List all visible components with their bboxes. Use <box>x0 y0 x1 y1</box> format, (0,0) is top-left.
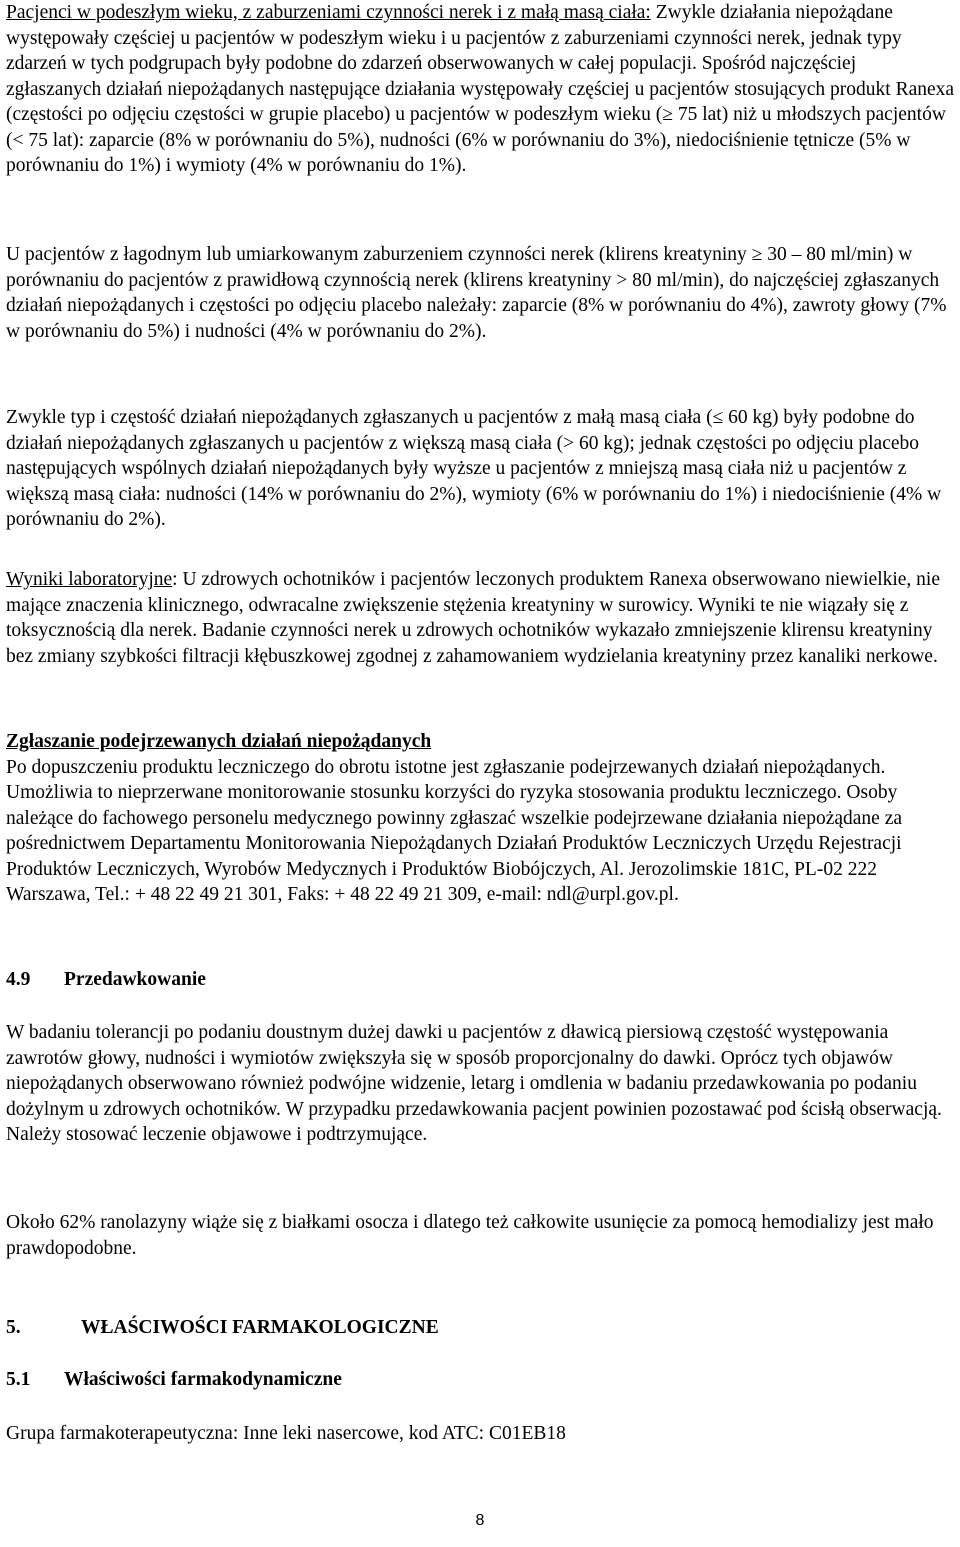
special-populations-text: Zwykle działania niepożądane występowały częściej u pacjentów w podeszłym wieku i u pacjentów z zaburzeniami czynności nerek, jednak typy zdarzeń w tych podgrupach były podobne do zdarzeń obserwowanych w całej populacji. Spośród najczęściej zgłaszanych działań niepożądanych następujące działania występowały częściej u pacjentów stosujących produkt Ranexa (częstości po odjęciu częstości w grupie placebo) u pacjentów w podeszłym wieku (≥ 75 lat) niż u młodszych pacjentów (< 75 lat): zaparcie (8% w porównaniu do 5%), nudności (6% w porównaniu do 3%), niedociśnienie tętnicze (5% w porównaniu do 1%) i wymioty (4% w porównaniu do 1%). <box>6 2 955 176</box>
paragraph-adverse-reporting <box>6 729 956 908</box>
paragraph-special-populations <box>6 0 956 179</box>
section-5-1-heading <box>6 1367 342 1392</box>
paragraph-pharmacotherapeutic-group: Grupa farmakoterapeutyczna: Inne leki nasercowe, kod ATC: C01EB18 <box>6 1423 566 1444</box>
section-5-title: WŁAŚCIWOŚCI FARMAKOLOGICZNE <box>81 1317 439 1338</box>
paragraph-overdose-tolerance: W badaniu tolerancji po podaniu doustnym dużej dawki u pacjentów z dławicą piersiową częstość występowania zawrotów głowy, nudności i wymiotów zwiększyła się w sposób proporcjonalny do dawki. Oprócz tych objawów niepożądanych obserwowano również podwójne widzenie, letarg i omdlenia w badaniu przedawkowania po podaniu dożylnym u zdrowych ochotników. W przypadku przedawkowania pacjent powinien pozostawać pod ścisłą obserwacją. Należy stosować leczenie objawowe i podtrzymujące. <box>6 1022 942 1145</box>
section-4-9-number: 4.9 <box>6 969 31 990</box>
laboratory-results-heading: Wyniki laboratoryjne <box>6 569 173 590</box>
section-4-9-heading <box>6 967 206 992</box>
special-populations-heading: Pacjenci w podeszłym wieku, z zaburzeniami czynności nerek i z małą masą ciała: <box>6 2 651 23</box>
paragraph-overdose-dialysis: Około 62% ranolazyny wiąże się z białkami osocza i dlatego też całkowite usunięcie za pomocą hemodializy jest mało prawdopodobne. <box>6 1212 934 1259</box>
paragraph-laboratory-results <box>6 567 956 669</box>
page-number: 8 <box>475 1512 485 1529</box>
section-5-1-title: Właściwości farmakodynamiczne <box>64 1369 342 1390</box>
adverse-reporting-text: Po dopuszczeniu produktu leczniczego do obrotu istotne jest zgłaszanie podejrzewanych działań niepożądanych. Umożliwia to nieprzerwane monitorowanie stosunku korzyści do ryzyka stosowania produktu leczniczego. Osoby należące do fachowego personelu medycznego powinny zgłaszać wszelkie podejrzewane działania niepożądane za pośrednictwem Departamentu Monitorowania Niepożądanych Działań Produktów Leczniczych Urzędu Rejestracji Produktów Leczniczych, Wyrobów Medycznych i Produktów Biobójczych, Al. Jerozolimskie 181C, PL-02 222 Warszawa, Tel.: + 48 22 49 21 301, Faks: + 48 22 49 21 309, e-mail: ndl@urpl.gov.pl. <box>6 756 903 905</box>
laboratory-results-text: : U zdrowych ochotników i pacjentów leczonych produktem Ranexa obserwowano niewielkie, nie mające znaczenia klinicznego, odwracalne zwiększenie stężenia kreatyniny w surowicy. Wyniki te nie wiązały się z toksycznością dla nerek. Badanie czynności nerek u zdrowych ochotników wykazało zmniejszenie klirensu kreatyniny bez zmiany szybkości filtracji kłębuszkowej zgodnej z zahamowaniem wydzielania kreatyniny przez kanaliki nerkowe. <box>6 569 941 667</box>
section-5-number: 5. <box>6 1317 21 1338</box>
paragraph-renal-impairment: U pacjentów z łagodnym lub umiarkowanym zaburzeniem czynności nerek (klirens kreatyniny ≥ 30 – 80 ml/min) w porównaniu do pacjentów z prawidłową czynnością nerek (klirens kreatyniny > 80 ml/min), do najczęściej zgłaszanych działań niepożądanych i częstości po odjęciu placebo należały: zaparcie (8% w porównaniu do 4%), zawroty głowy (7% w porównaniu do 5%) i nudności (4% w porównaniu do 2%). <box>6 244 947 342</box>
adverse-reporting-heading: Zgłaszanie podejrzewanych działań niepożądanych <box>6 731 432 752</box>
section-4-9-title: Przedawkowanie <box>64 969 206 990</box>
section-5-1-number: 5.1 <box>6 1369 31 1390</box>
paragraph-low-body-weight: Zwykle typ i częstość działań niepożądanych zgłaszanych u pacjentów z małą masą ciała (≤ 60 kg) były podobne do działań niepożądanych zgłaszanych u pacjentów z większą masą ciała (> 60 kg); jednak częstości po odjęciu placebo następujących wspólnych działań niepożądanych były wyższe u pacjentów z mniejszą masą ciała niż u pacjentów z większą masą ciała: nudności (14% w porównaniu do 2%), wymioty (6% w porównaniu do 1%) i niedociśnienie (4% w porównaniu do 2%). <box>6 407 942 530</box>
section-5-heading <box>6 1315 439 1340</box>
